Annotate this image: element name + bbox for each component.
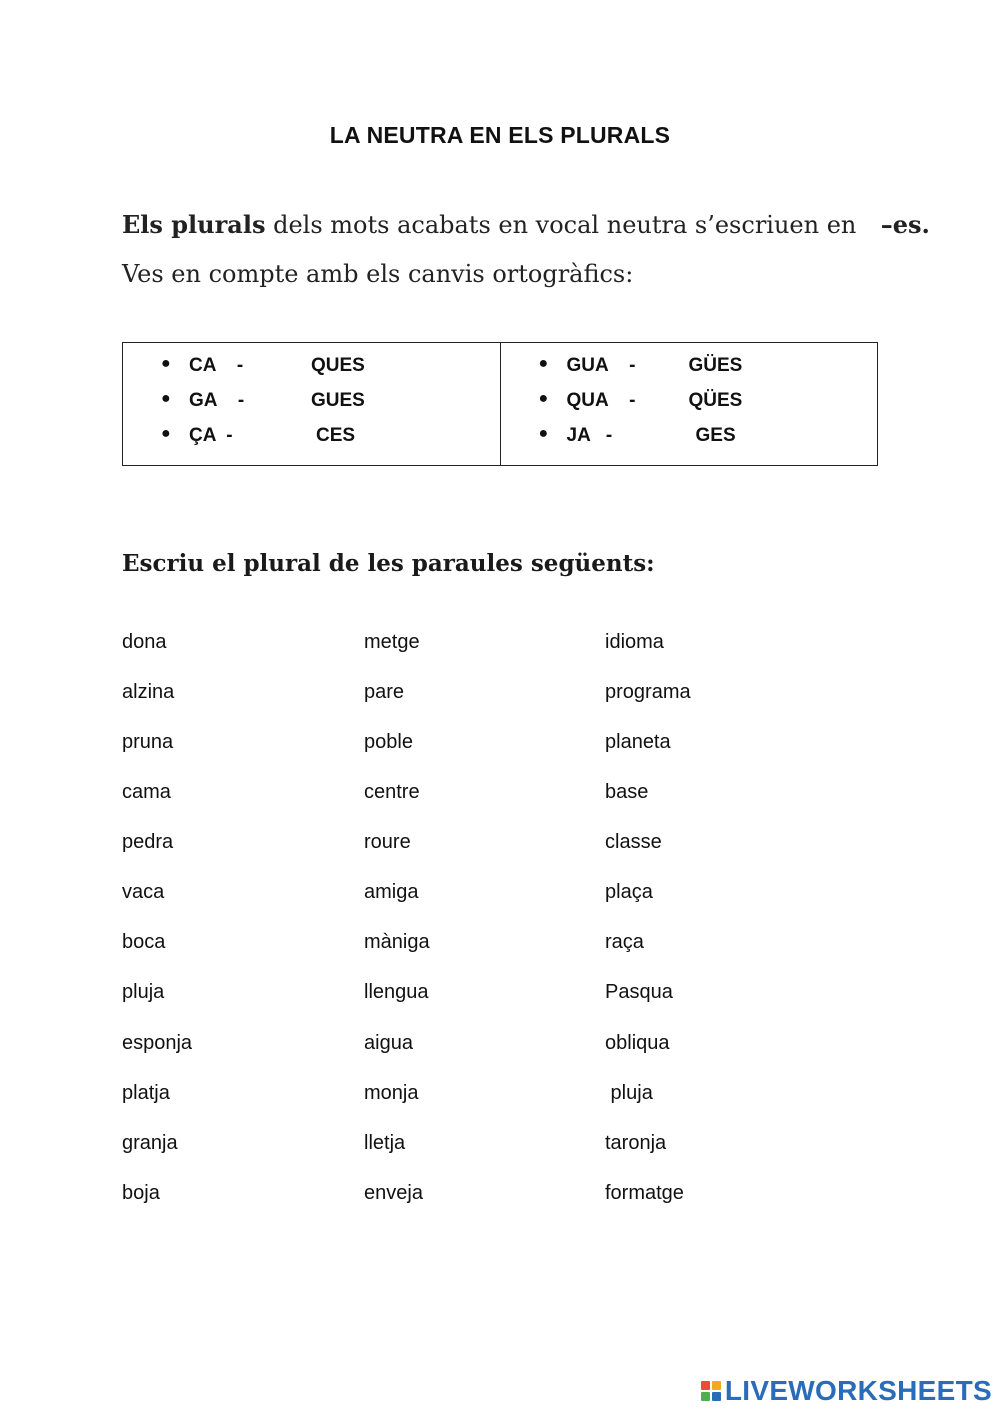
- bullet-icon: ●: [538, 390, 549, 407]
- word-item: cama: [122, 781, 171, 803]
- page-title: LA NEUTRA EN ELS PLURALS: [329, 122, 671, 148]
- word-item: centre: [364, 781, 420, 803]
- rule-from: ÇA -: [189, 425, 233, 446]
- intro-suffix: –es.: [864, 210, 930, 239]
- exercise-heading: Escriu el plural de les paraules següents:: [122, 550, 655, 577]
- bullet-icon: ●: [538, 425, 549, 442]
- word-item: metge: [364, 631, 420, 653]
- word-item: amiga: [364, 881, 419, 903]
- word-item: dona: [122, 631, 167, 653]
- word-item: raça: [605, 931, 644, 953]
- logo-square: [712, 1392, 721, 1401]
- word-item: pedra: [122, 831, 174, 853]
- logo-square: [701, 1381, 710, 1390]
- rules-column-right: [501, 343, 878, 465]
- intro-warning-line: Ves en compte amb els canvis ortogràfics:: [122, 260, 634, 288]
- word-item: granja: [122, 1132, 178, 1154]
- liveworksheets-logo: [701, 1375, 992, 1407]
- word-item: aigua: [364, 1032, 413, 1054]
- rule-to: GUES: [311, 390, 365, 411]
- word-item: pluja: [605, 1082, 653, 1104]
- logo-square: [701, 1392, 710, 1401]
- word-item: boca: [122, 931, 166, 953]
- word-item: esponja: [122, 1032, 193, 1054]
- rule-from: JA -: [566, 425, 613, 446]
- word-item: boja: [122, 1182, 160, 1204]
- word-item: llengua: [364, 981, 429, 1003]
- intro-rule-text: dels mots acabats en vocal neutra s’escriuen en: [265, 211, 864, 239]
- rule-to: CES: [316, 425, 356, 446]
- word-item: roure: [364, 831, 411, 853]
- word-item: planeta: [605, 731, 671, 753]
- word-item: enveja: [364, 1182, 423, 1204]
- word-item: pruna: [122, 731, 174, 753]
- bullet-icon: ●: [161, 390, 171, 407]
- bullet-icon: ●: [538, 355, 549, 372]
- rule-to: QÜES: [688, 390, 743, 411]
- liveworksheets-logo-icon: [701, 1381, 721, 1401]
- rule-from: GA -: [189, 390, 245, 411]
- word-item: Pasqua: [605, 981, 673, 1003]
- word-item: lletja: [364, 1132, 406, 1154]
- word-item: formatge: [605, 1182, 684, 1204]
- logo-square: [712, 1381, 721, 1390]
- word-item: obliqua: [605, 1032, 670, 1054]
- word-item: programa: [605, 681, 691, 703]
- word-item: alzina: [122, 681, 175, 703]
- rule-from: GUA -: [566, 355, 636, 376]
- brand-name: LIVEWORKSHEETS: [724, 1375, 992, 1406]
- word-item: taronja: [605, 1132, 667, 1154]
- intro-bold-term: Els plurals: [122, 210, 266, 239]
- rule-to: QUES: [311, 355, 365, 376]
- word-item: pare: [364, 681, 405, 703]
- word-item: monja: [364, 1082, 419, 1104]
- rules-column-left: [123, 343, 501, 465]
- word-item: plaça: [605, 881, 653, 903]
- word-item: màniga: [364, 931, 430, 953]
- rule-to: GES: [695, 425, 736, 446]
- rule-to: GÜES: [688, 355, 743, 376]
- intro-rule-line: [122, 210, 930, 239]
- word-item: poble: [364, 731, 413, 753]
- bullet-icon: ●: [161, 425, 171, 442]
- word-item: base: [605, 781, 649, 803]
- word-item: idioma: [605, 631, 664, 653]
- rule-from: CA -: [189, 355, 244, 376]
- word-item: classe: [605, 831, 662, 853]
- bullet-icon: ●: [161, 355, 171, 372]
- spelling-rules-table: [122, 342, 878, 466]
- word-item: pluja: [122, 981, 165, 1003]
- rule-from: QUA -: [566, 390, 636, 411]
- word-item: platja: [122, 1082, 170, 1104]
- word-item: vaca: [122, 881, 165, 903]
